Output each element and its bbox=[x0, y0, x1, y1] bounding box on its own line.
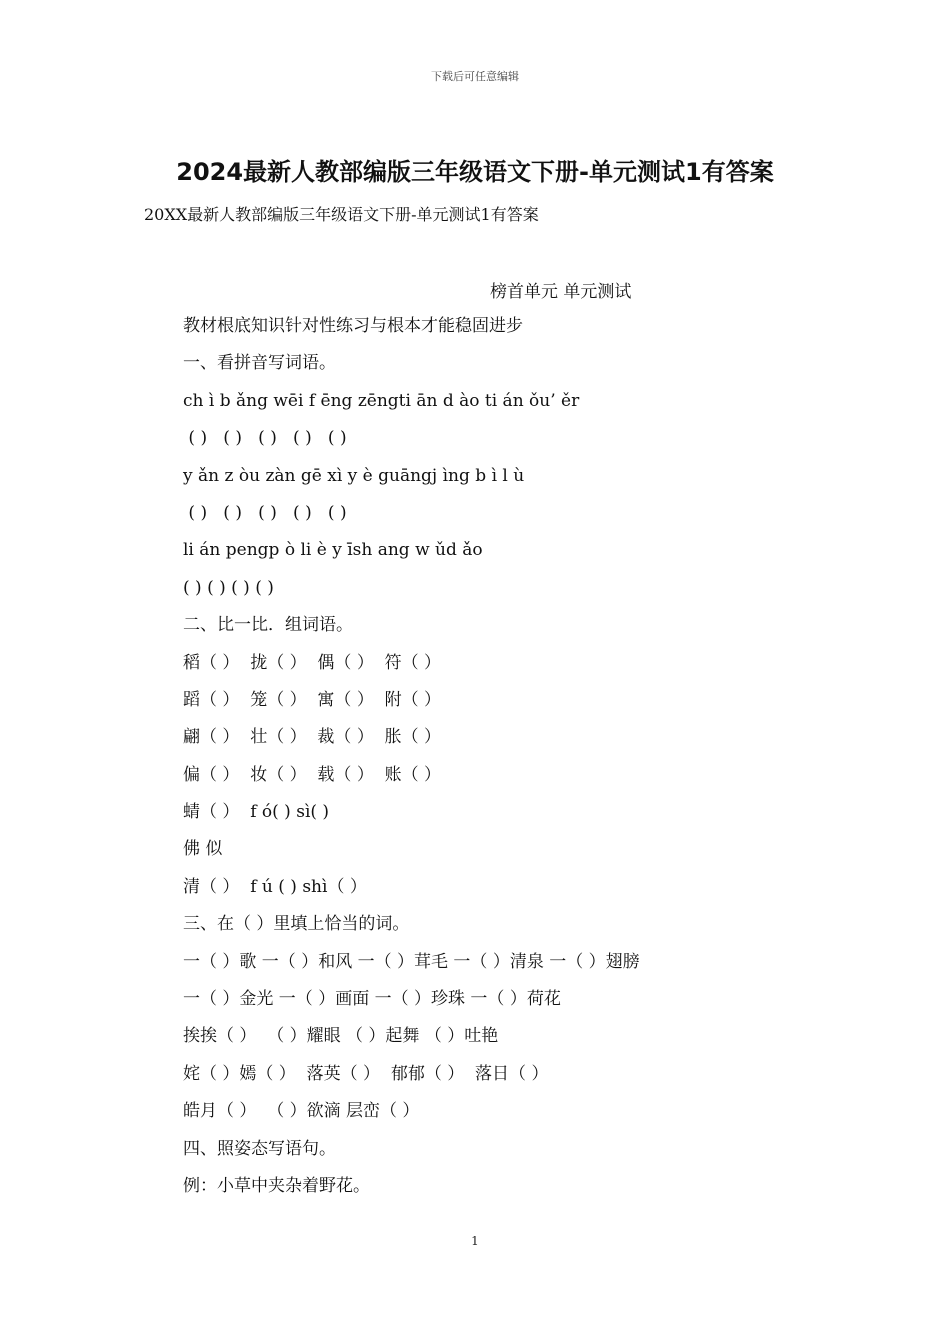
fill-line: 姹（ ）嫣（ ） 落英（ ） 郁郁（ ） 落日（ ） bbox=[183, 1063, 549, 1084]
fill-line: 一（ ）金光 一（ ）画面 一（ ）珍珠 一（ ）荷花 bbox=[183, 989, 561, 1010]
compare-line: 佛 似 bbox=[183, 839, 223, 860]
compare-line: 偏（ ） 妆（ ） 载（ ） 账（ ） bbox=[183, 764, 442, 785]
document-title: 2024最新人教部编版三年级语文下册-单元测试1有答案 bbox=[176, 158, 774, 186]
pinyin-line: ch ì b ǎng wēi f ēng zēngti ān d ào ti án ǒu’ ěr bbox=[183, 390, 580, 411]
compare-line: 蜻（ ） f ó( ) sì( ) bbox=[183, 802, 330, 823]
blank-line: ( ) ( ) ( ) ( ) bbox=[183, 577, 274, 598]
example-line: 例：小草中夹杂着野花。 bbox=[183, 1175, 370, 1196]
section-heading: 二、比一比．组词语。 bbox=[183, 615, 353, 636]
pinyin-line: li án pengp ò li è y īsh ang w ǔd ǎo bbox=[183, 540, 483, 561]
document-subtitle: 20XX最新人教部编版三年级语文下册-单元测试1有答案 bbox=[144, 205, 539, 224]
document-body bbox=[183, 314, 883, 1211]
blank-line: ( ) ( ) ( ) ( ) ( ) bbox=[183, 502, 347, 523]
compare-line: 蹈（ ） 笼（ ） 寓（ ） 附（ ） bbox=[183, 689, 442, 710]
fill-line: 皓月（ ） （ ）欲滴 层峦（ ） bbox=[183, 1101, 420, 1122]
section-heading: 一、看拼音写词语。 bbox=[183, 353, 336, 374]
body-line: 教材根底知识针对性练习与根本才能稳固进步 bbox=[183, 316, 523, 336]
blank-line: ( ) ( ) ( ) ( ) ( ) bbox=[183, 428, 347, 449]
pinyin-line: y ǎn z òu zàn gē xì y è guāngj ìng b ì l ù bbox=[183, 465, 525, 486]
page-number: 1 bbox=[471, 1234, 479, 1248]
fill-line: 一（ ）歌 一（ ）和风 一（ ）茸毛 一（ ）清泉 一（ ）翅膀 bbox=[183, 951, 640, 972]
section-heading: 四、照姿态写语句。 bbox=[183, 1138, 336, 1159]
compare-line: 翩（ ） 壮（ ） 裁（ ） 胀（ ） bbox=[183, 727, 442, 748]
section-heading: 三、在（ ）里填上恰当的词。 bbox=[183, 914, 410, 935]
fill-line: 挨挨（ ） （ ）耀眼 （ ）起舞 （ ）吐艳 bbox=[183, 1026, 499, 1047]
unit-heading: 榜首单元 单元测试 bbox=[490, 282, 632, 302]
compare-line: 稻（ ） 拢（ ） 偶（ ） 符（ ） bbox=[183, 652, 442, 673]
compare-line: 清（ ） f ú ( ) shì（ ） bbox=[183, 876, 367, 897]
page-header: 下载后可任意编辑 bbox=[431, 70, 519, 83]
